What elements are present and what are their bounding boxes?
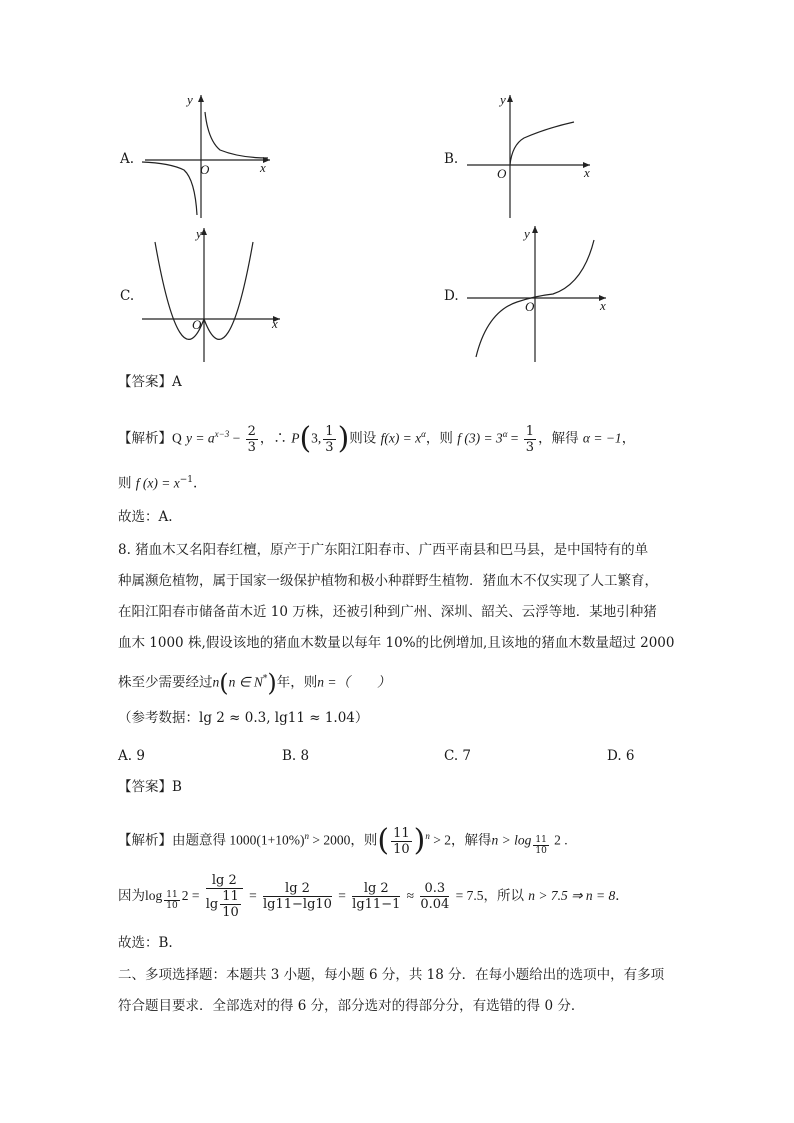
q8-line4: 血木 1000 株,假设该地的猪血木数量以每年 10%的比例增加,且该地的猪血木数量超过 2000 — [118, 635, 675, 651]
q8-option-a: A. 9 — [118, 748, 145, 764]
option-c-label: C. — [120, 288, 135, 304]
graph-b-curve — [510, 122, 574, 165]
graph-d-origin-label: O — [525, 299, 535, 314]
q8-option-b: B. 8 — [282, 748, 310, 764]
q7-eq: = — [507, 430, 522, 446]
graph-a — [140, 90, 275, 220]
q8-because: 因为 — [118, 888, 145, 904]
q7-frac2-den: 3 — [525, 439, 535, 455]
q8-log-expr: log — [145, 888, 163, 903]
q7-comma2: ，则 — [425, 430, 458, 447]
q7-solve: ，解得 — [538, 430, 583, 447]
graph-c — [140, 224, 285, 364]
q8-ref-data: （参考数据：lg 2 ≈ 0.3, lg11 ≈ 1.04） — [118, 710, 369, 726]
graph-b — [462, 90, 597, 220]
q7-therefore: ，∴ — [259, 430, 292, 447]
q7-fx-exp: −1 — [179, 475, 194, 485]
q7-point-x: 3, — [311, 430, 322, 446]
q8-option-c: C. 7 — [444, 748, 472, 764]
q7-analysis-line2 — [118, 470, 197, 494]
q7-alpha-exp: α — [421, 429, 426, 439]
graph-d-x-label: x — [600, 298, 606, 313]
graph-c-y-label: y — [196, 226, 202, 241]
q7-fx-result: f (x) = x — [135, 475, 180, 491]
q8-frac-11-10 — [391, 826, 412, 857]
graph-a-x-label: x — [260, 160, 266, 175]
section2-line1: 二、多项选择题：本题共 3 小题，每小题 6 分，共 18 分．在每小题给出的选项中，有多项 — [118, 967, 665, 983]
q7-point-frac — [323, 424, 335, 455]
q8-c4-num: 0.3 — [420, 881, 449, 897]
q8-so-expr: n > 7.5 ⇒ n = 8 — [528, 888, 616, 903]
q8-c1-num: lg 2 — [206, 873, 243, 889]
q8-line5-set: n ∈ N — [228, 674, 263, 690]
q7-alpha-exp2: α — [502, 429, 508, 439]
q8-analysis-line2: 因为log $\frac{11}{10}$ 2 = lg 2 lg $\frac{11}{10}$ = $\frac{\lg 2}{\lg 11-\lg 10}$ = $\frac{\lg 2}{\lg 11-1}$ ≈ $\frac{0.3}{0.04}$ = 7.5，所以 n > 7.5 ⇒ n = 8． — [118, 873, 629, 920]
q7-choose: 故选：A. — [118, 509, 173, 525]
q8-log-base — [533, 835, 548, 856]
q8-frac-den: 10 — [393, 841, 410, 857]
q8-exp-n2: n — [425, 831, 430, 841]
graph-b-x-label: x — [584, 165, 590, 180]
q8-c4-den: 0.04 — [420, 897, 450, 912]
q8-log-result: n > log — [491, 832, 532, 848]
q8-line5-a: 株至少需要经过 — [118, 674, 213, 691]
q8-calc-frac3 — [352, 881, 400, 912]
q8-c2-den: lg11−lg10 — [263, 897, 332, 912]
q8-log-base2 — [164, 890, 179, 911]
q7-then-set: 则设 — [349, 430, 381, 447]
q8-log-base2-den: 10 — [166, 901, 178, 911]
q8-c1-den-pre: lg — [205, 897, 219, 912]
q7-frac1-den: 3 — [247, 439, 256, 455]
q7-point-label: P — [291, 430, 300, 446]
graph-a-curve-right — [205, 112, 268, 158]
graph-a-origin-label: O — [200, 162, 210, 177]
q7-analysis-label: 【解析】 — [118, 430, 172, 447]
option-b-label: B. — [444, 151, 459, 167]
graph-b-y-label: y — [500, 92, 506, 107]
q7-q-symbol: Q — [172, 430, 182, 446]
q8-analysis-c: > 2，解得 — [429, 832, 492, 848]
q8-line3: 在阳江阳春市储备苗木近 10 万株，还被引种到广州、深圳、韶关、云浮等地．某地引种猪 — [118, 604, 657, 620]
graph-a-y-label: y — [187, 92, 193, 107]
graph-d — [462, 222, 612, 364]
graph-c-x-label: x — [272, 316, 278, 331]
q8-c1-den-num: 11 — [222, 889, 239, 904]
q8-log-base2-num: 11 — [166, 890, 178, 900]
q8-calc-frac1 — [206, 873, 243, 920]
q8-c2-num: lg 2 — [263, 881, 332, 897]
q7-fx-eq: f(x) = x — [380, 430, 422, 446]
q7-period: . — [193, 475, 198, 492]
graph-a-curve-left — [142, 162, 197, 215]
q8-line1: 8. 猪血木又名阳春红檀，原产于广东阳江阳春市、广西平南县和巴马县，是中国特有的单 — [118, 542, 649, 558]
q7-analysis-line1: 【解析】Q $y = a^{x-3}$ − $\frac{2}{3}$ ，∴ P(3, $\frac{1}{3}$ )则设 $f(x) = x^\alpha$，则 f $(3) = 3^\alpha$ = $\frac{1}{3}$ ，解得 α = −1， — [118, 421, 636, 456]
q8-c3-num: lg 2 — [352, 881, 400, 897]
graph-b-origin-label: O — [497, 166, 507, 181]
q8-line5-c: n =（ ） — [317, 674, 391, 690]
q8-c1-den-frac — [220, 889, 241, 920]
q8-analysis-b: > 2000，则 — [308, 832, 378, 848]
q8-choose: 故选：B. — [118, 935, 173, 951]
q8-c1-den-den: 10 — [222, 905, 239, 920]
option-a-label: A. — [120, 151, 135, 167]
q8-answer: 【答案】B — [118, 779, 182, 795]
q8-analysis-a: 由题意得 1000(1+10%) — [172, 832, 305, 848]
q8-result: = 7.5 — [455, 888, 484, 903]
q8-approx: ≈ — [406, 888, 415, 903]
q8-line2: 种属濒危植物，属于国家一级保护植物和极小种群野生植物．猪血木不仅实现了人工繁育， — [118, 573, 658, 589]
q7-tail: ， — [621, 430, 636, 447]
q8-frac-num: 11 — [393, 825, 410, 841]
q8-line5-b: 年，则 — [276, 674, 318, 691]
option-d-label: D. — [444, 288, 459, 304]
q8-line5: 株至少需要经过n(n ∈ N*)年，则n =（ ） — [118, 669, 391, 697]
section2-line2: 符合题目要求．全部选对的得 6 分，部分选对的得部分分，有选错的得 0 分． — [118, 998, 585, 1014]
q7-since-expr: y = a — [186, 430, 215, 446]
q7-frac2-num: 1 — [525, 423, 535, 439]
q7-answer: 【答案】A — [118, 374, 182, 390]
q8-eq2: 2 = — [181, 888, 200, 903]
q8-c3-den: lg11−1 — [352, 897, 401, 912]
q7-minus: − — [229, 430, 244, 446]
q8-log-arg: 2 . — [550, 832, 568, 848]
q7-then-line: 则 — [118, 475, 136, 492]
q8-so: ，所以 — [483, 888, 529, 904]
q7-frac1-num: 2 — [247, 423, 256, 439]
q7-frac-2-3 — [246, 424, 258, 455]
q8-option-d: D. 6 — [607, 748, 635, 764]
q7-frac-1-3 — [524, 424, 536, 455]
q8-analysis-line1: 【解析】由题意得 $1000(1+10\%)^n > 2000$，则( $\frac{11}{10}$ )$^n$ > 2，解得n > log $\frac{11}{10}$ 2 . — [118, 823, 568, 858]
q7-point-frac-den: 3 — [325, 439, 334, 455]
graph-c-origin-label: O — [192, 317, 202, 332]
q8-log-base-num: 11 — [535, 834, 547, 845]
q8-calc-frac2 — [263, 881, 332, 912]
q7-alpha-value: α = −1 — [582, 430, 622, 446]
q8-calc-frac4 — [420, 881, 449, 912]
q7-since-exp: x−3 — [214, 429, 230, 439]
q8-log-base-den: 10 — [535, 845, 547, 856]
q7-point-frac-num: 1 — [325, 423, 334, 439]
graph-d-y-label: y — [524, 226, 530, 241]
q8-line5-star: * — [262, 674, 268, 684]
q7-f3-eq: f (3) = 3 — [457, 430, 503, 446]
q8-analysis-label: 【解析】 — [118, 832, 172, 849]
q8-exp-n: n — [304, 831, 309, 841]
q8-line5-n: n — [212, 674, 220, 690]
